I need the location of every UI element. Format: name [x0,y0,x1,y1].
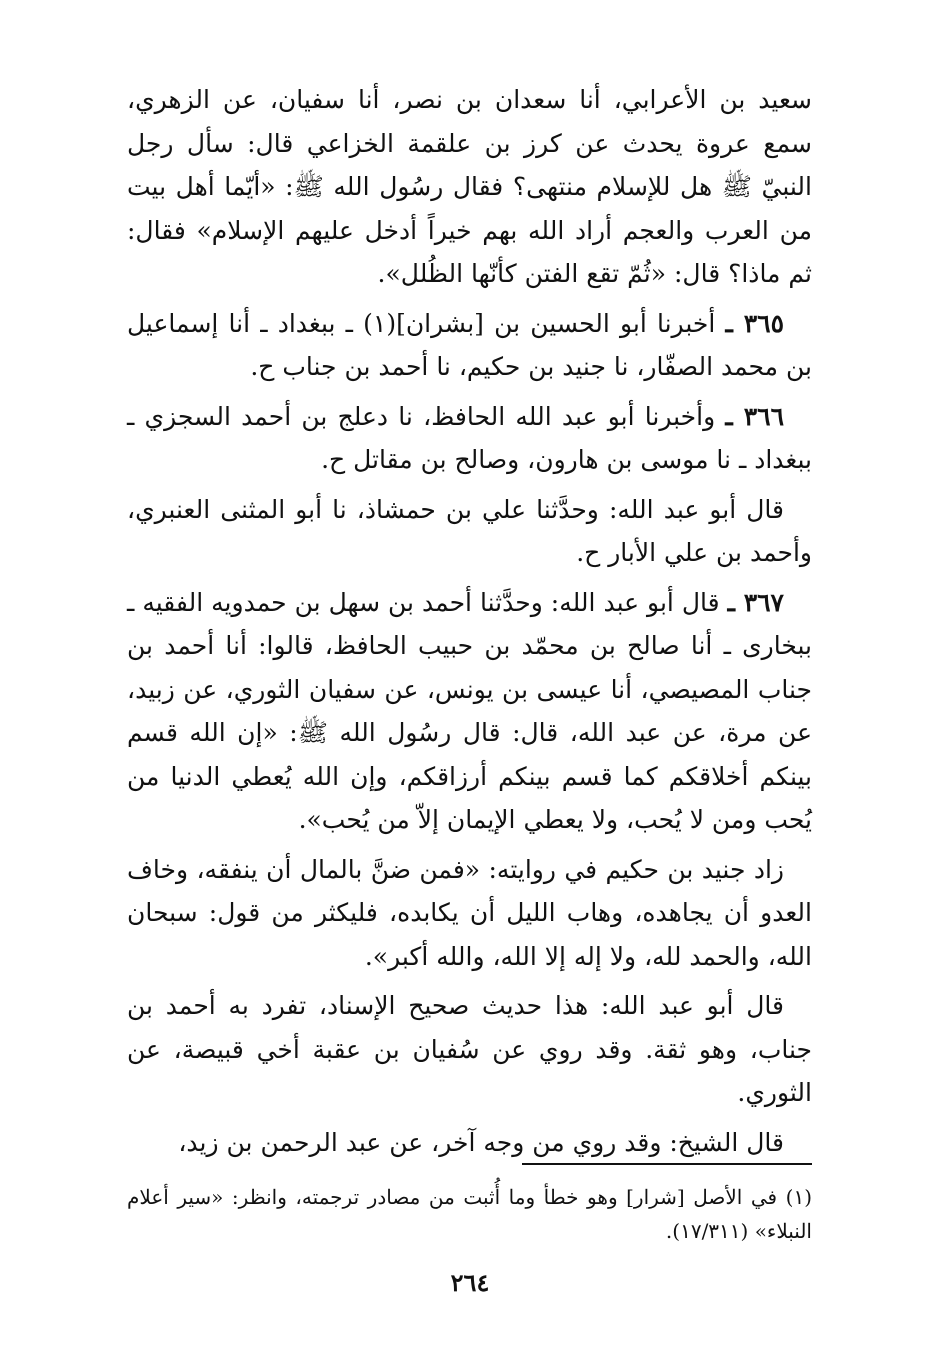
paragraph-hadith-367 [127,581,812,842]
paragraph-hadith-366 [127,395,812,482]
paragraph-text: قال أبو عبد الله: وحدَّثنا أحمد بن سهل بن حمدويه الفقيه ـ ببخارى ـ أنا صالح بن محمّد بن حبيب الحافظ، قالوا: أنا أحمد بن جناب المصيصي، أنا عيسى بن يونس، عن سفيان الثوري، عن زبيد، عن مرة، عن عبد الله، قال: قال رسُول الله ﷺ: «إن الله قسم بينكم أخلاقكم كما قسم بينكم أرزاقكم، وإن الله يُعطي الدنيا من يُحب ومن لا يُحب، ولا يعطي الإيمان إلاّ من يُحب». [127,587,812,834]
paragraph-hadith-365 [127,302,812,389]
paragraph-text: أخبرنا أبو الحسين بن [بشران](١) ـ ببغداد ـ أنا إسماعيل بن محمد الصفّار، نا جنيد بن حكيم، نا أحمد بن جناب ح. [127,308,812,381]
page-number: ٢٦٤ [450,1268,490,1297]
main-text [127,78,812,1170]
paragraph-text: قال أبو عبد الله: هذا حديث صحيح الإسناد، تفرد به أحمد بن جناب، وهو ثقة. وقد روي عن سُفيان بن عقبة أخي قبيصة، عن الثوري. [127,991,812,1107]
paragraph-text: وأخبرنا أبو عبد الله الحافظ، نا دعلج بن أحمد السجزي ـ ببغداد ـ نا موسى بن هارون، وصالح بن مقاتل ح. [127,401,812,474]
paragraph-1 [127,78,812,296]
paragraph-text: زاد جنيد بن حكيم في روايته: «فمن ضنَّ بالمال أن ينفقه، وخاف العدو أن يجاهده، وهاب الليل أن يكابده، فليكثر من قول: سبحان الله، والحمد لله، ولا إله إلا الله، والله أكبر». [127,854,812,971]
footnote: (١) في الأصل [شرار] وهو خطأ وما أُثبت من مصادر ترجمته، وانظر: «سير أعلام النبلاء» (١٧/٣١١). [127,1185,812,1243]
paragraph-text: قال الشيخ: وقد روي من وجه آخر، عن عبد الرحمن بن زيد، [178,1127,784,1157]
hadith-number: ٣٦٥ ـ [725,308,785,338]
paragraph-7 [127,984,812,1115]
paragraph-8 [127,1121,812,1165]
footnote-divider [522,1163,812,1165]
hadith-number: ٣٦٦ ـ [725,401,785,431]
paragraph-text: قال أبو عبد الله: وحدَّثنا علي بن حمشاذ، نا أبو المثنى العنبري، وأحمد بن علي الأبار ح. [127,494,812,567]
paragraph-text: سعيد بن الأعرابي، أنا سعدان بن نصر، أنا سفيان، عن الزهري، سمع عروة يحدث عن كرز بن علقمة الخزاعي قال: سأل رجل النبيّ ﷺ هل للإسلام منتهى؟ فقال رسُول الله ﷺ: «أيّما أهل بيت من العرب والعجم أراد الله بهم خيراً أدخل عليهم الإسلام» فقال: ثم ماذا؟ قال: «ثُمّ تقع الفتن كأنّها الظُلل». [127,85,812,288]
paragraph-4 [127,488,812,575]
paragraph-6 [127,848,812,979]
hadith-number: ٣٦٧ ـ [727,587,784,617]
